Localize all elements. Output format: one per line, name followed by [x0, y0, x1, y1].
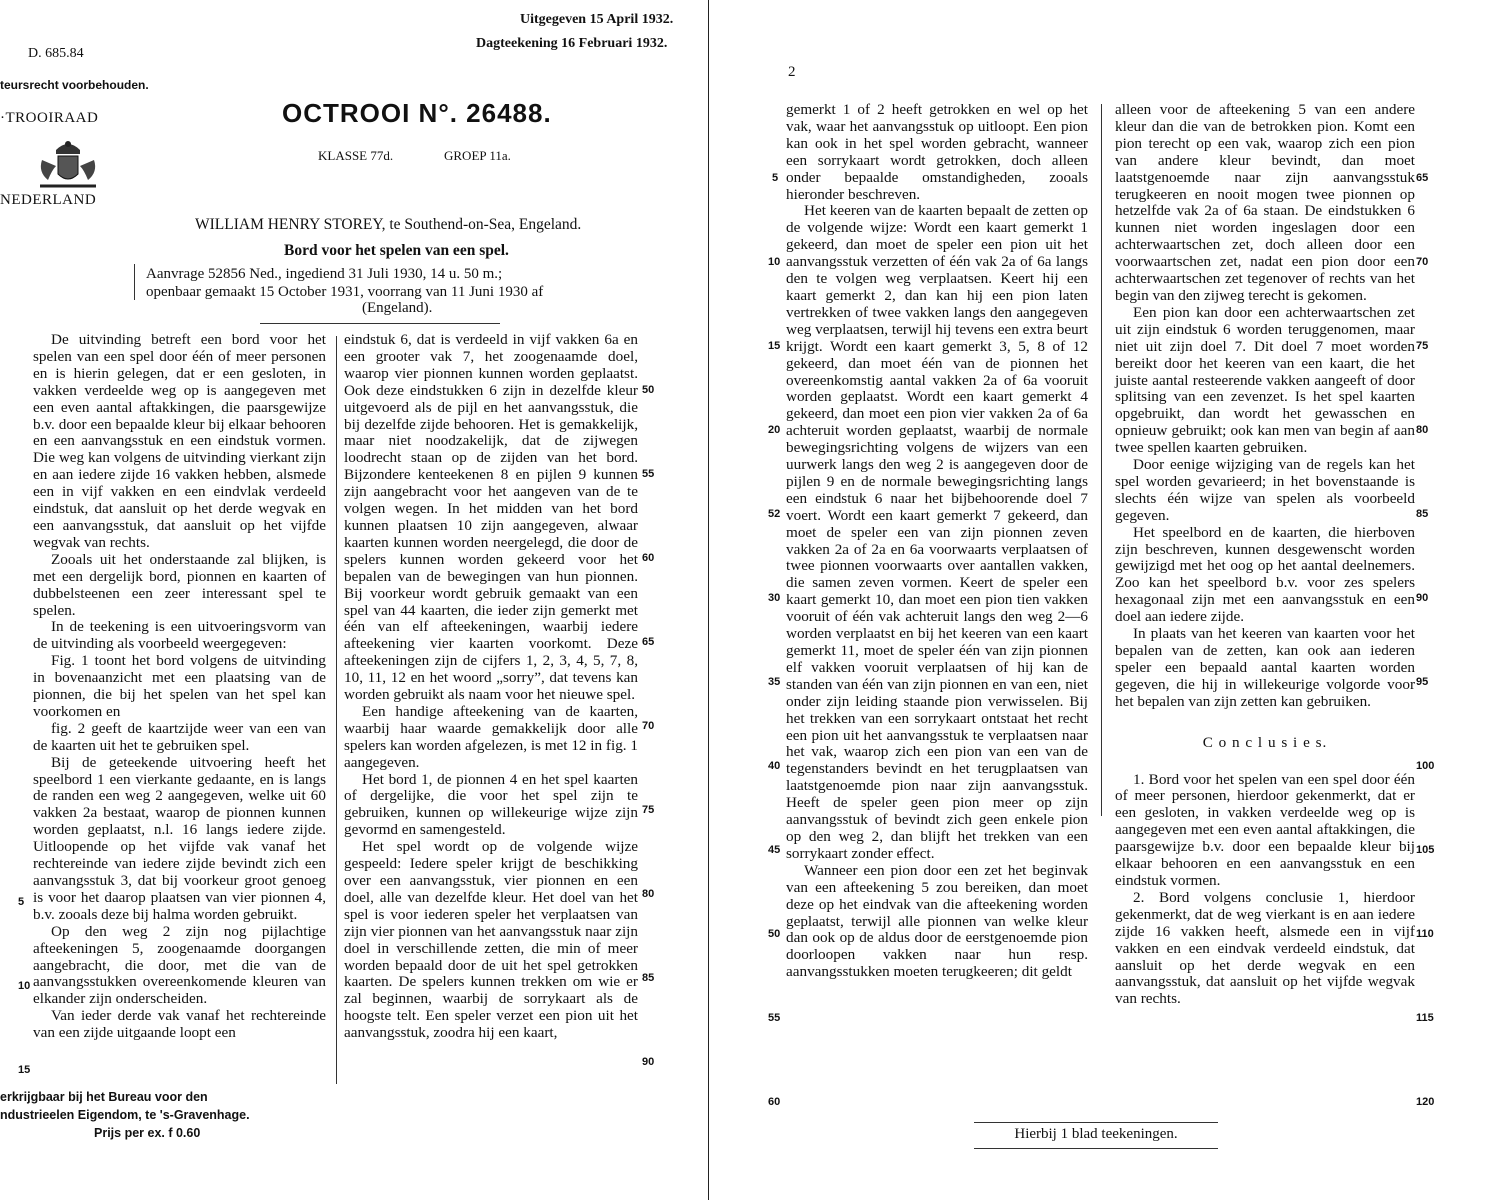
line-number: 75 — [642, 804, 655, 816]
groep: GROEP 11a. — [444, 148, 511, 163]
line-number: 80 — [1416, 424, 1429, 436]
application-line-3: (Engeland). — [362, 300, 433, 316]
line-number: 35 — [768, 676, 781, 688]
right-page — [712, 0, 1492, 1200]
line-number: 10 — [18, 980, 31, 992]
line-number: 10 — [768, 256, 781, 268]
conclusion-item: 1. Bord voor het spelen van een spel door één of meer personen, hierdoor gekenmerkt, dat er een gesloten, in vakken verdeelde weg op is aangegeven met een even aantal aftakkingen, die paarsgewijze b.v. door een bepaalde kleur bij elkaar behooren en een aanvangsstuk en een eindstuk vormen. — [1115, 770, 1415, 889]
line-number: 65 — [1416, 172, 1429, 184]
paragraph: In de teekening is een uitvoeringsvorm van de uitvinding als voorbeeld weergegeven: — [33, 618, 326, 653]
left-column-2 — [344, 332, 638, 1042]
paragraph: Fig. 1 toont het bord volgens de uitvinding in bovenaanzicht met een plaatsing van de pionnen, die bij het spelen van het spel kan voorkomen en — [33, 652, 326, 720]
paragraph: alleen voor de afteekening 5 van een andere kleur dan die van de betrokken pion. Komt een pion terecht op een vak, waarop zich een pion van andere kleur bevindt, dan moet laatstgenoemde naar zijn aanvangsstuk terugkeeren en nooit mogen twee pionnen op hetzelfde vak 2a of 6a staan. De eindstukken 6 kunnen niet worden ingeslagen door een achterwaartschen zet, doch alleen door een voorwaartschen zet, nadat een pion door een achterwaartschen zet tegenover of rechts van het begin van den zijweg terecht is gekomen. — [1115, 101, 1415, 304]
paragraph: Het keeren van de kaarten bepaalt de zetten op de volgende wijze: Wordt een kaart gemerkt 1 gekeerd, dan moet de speler een pion uit het aanvangsstuk verzetten of één vak 2a of 6a langs den te volgen weg verplaatsen. Keert hij een kaart gemerkt 2, dan kan hij een pion laten vertrekken of twee vakken langs den aangegeven weg verplaatsen, terwijl hij tevens een extra beurt krijgt. Wordt een kaart gemerkt 3, 5, 8 of 12 gekeerd, dan moet één van de pionnen het overeenkomstig aantal vakken 2a of 6a vooruit worden geplaatst. Wordt een kaart gemerkt 4 gekeerd, dan moet een pion vier vakken 2a of 6a achteruit worden geplaatst, waarbij de normale bewegingsrichting volgens de wijzers van een uurwerk langs den weg 2 is aangegeven door de pijlen 9 en de normale bewegingsrichting langs een eindstuk 6 naar het bijbehoorende doel 7 voert. Wordt een kaart gemerkt 7 gekeerd, dan moet de speler een van zijn pionnen zeven vakken 2a of 2a en 6a voorwaarts verplaatsen of twee pionnen voorwaarts over aantallen vakken, die samen zeven vormen. Keert de speler een kaart gemerkt 10, dan moet een pion tien vakken vooruit of één vak achteruit langs den weg 2—6 worden verplaatst en bij het keeren van een kaart gemerkt 11, moet de speler één van zijn pionnen elf vakken vooruit verplaatsen of hij kan de standen van één van zijn pionnen en van een, niet onder zijn leiding staande pion verwisselen. Bij het trekken van een sorrykaart ontstaat het recht een pion uit het aanvangsstuk te verplaatsen naar het vak, waarop zich een pion van een van de tegenstanders bevindt en het terugplaatsen van laatstgenoemde pion naar zijn aanvangsstuk. Heeft de speler geen pion meer op zijn aanvangsstuk of bevindt zich geen enkele pion op den weg 2, dan blijft het trekken van een sorrykaart zonder effect. — [786, 202, 1088, 862]
paragraph: Van ieder derde vak vanaf het rechtereinde van een zijde uitgaande loopt een — [33, 1007, 326, 1042]
footer-rule-top — [974, 1122, 1218, 1123]
right-column-2 — [1115, 102, 1415, 1008]
line-number: 105 — [1416, 844, 1435, 856]
drawings-note: Hierbij 1 blad teekeningen. — [1014, 1126, 1178, 1142]
line-number: 100 — [1416, 760, 1435, 772]
line-number: 80 — [642, 888, 655, 900]
conclusions-heading: C o n c l u s i e s. — [1202, 733, 1328, 751]
org-name-line2: NEDERLAND — [0, 192, 97, 208]
line-number: 65 — [642, 636, 655, 648]
paragraph: Het spel wordt op de volgende wijze gespeeld: Iedere speler krijgt de beschikking over een aanvangsstuk, vier pionnen en een doel, alle van dezelfde kleur. Het doel van het spel is voor iederen speler het verplaatsen van zijn vier pionnen van het aanvangsstuk naar zijn doel in verschillende zetten, die min of meer worden bepaald door de uit het spel getrokken kaarten. De spelers kunnen trekken om wie er zal beginnen, waarbij de sorrykaart als de hoogste telt. Een speler verzet een pion uit het aanvangsstuk, zoodra hij een kaart, — [344, 838, 638, 1042]
paragraph: eindstuk 6, dat is verdeeld in vijf vakken 6a en een grooter vak 7, het zoogenaamde doel, waarop vier pionnen kunnen worden geplaatst. Ook deze eindstukken 6 zijn in dezelfde kleur uitgevoerd als de pijl en het aanvangsstuk, die bij dezelfde zijde behooren. Het is gemakkelijk, maar niet noodzakelijk, dat de zijwegen loodrecht staan op de zijden van het bord. Bijzondere kenteekenen 8 en pijlen 9 kunnen zijn aangebracht voor het aangeven van de te volgen wegen. In het midden van het bord kunnen plaatsen 10 zijn aangegeven, alwaar kaarten kunnen worden neergelegd, die door de spelers kunnen worden gekeerd voor het bepalen van de bewegingen van hun pionnen. Bij voorkeur wordt gebruik gemaakt van een spel van 44 kaarten, die ieder zijn gemerkt met één van elf afteekeningen, waarbij iedere afteekening vier kaarten voorkomt. Deze afteekeningen zijn de cijfers 1, 2, 3, 4, 5, 7, 8, 10, 11, 12 en het woord „sorry”, dat tevens kan worden gebruikt als naam voor het nieuwe spel. — [344, 331, 638, 704]
footer-rule-bottom — [974, 1148, 1218, 1149]
application-line-2: openbaar gemaakt 15 October 1931, voorrang van 11 Juni 1930 af — [146, 284, 544, 300]
paragraph: Door eenige wijziging van de regels kan het spel worden gevarieerd; in het bovenstaande is slechts één wijze van spelen als voorbeeld gegeven. — [1115, 456, 1415, 524]
paragraph: Het speelbord en de kaarten, die hierboven zijn beschreven, kunnen desgewenscht worden gewijzigd met het oog op het aantal deelnemers. Zoo kan het speelbord b.v. voor zes spelers hexagonaal zijn met een aanvangsstuk en een doel aan iedere zijde. — [1115, 523, 1415, 626]
line-number: 90 — [1416, 592, 1429, 604]
paragraph: De uitvinding betreft een bord voor het spelen van een spel door één of meer personen en is hierin gelegen, dat er een gesloten, in vakken verdeelde weg op is aangegeven met een even aantal aftakkingen, die paarsgewijze b.v. door een bepaalde kleur bij elkaar behooren en een aanvangsstuk en een eindstuk vormen. Die weg kan volgens de uitvinding vierkant zijn en aan iedere zijde 16 vakken hebben, alsmede een in vijf vakken en een eindvlak verdeeld eindstuk, dat aansluit op het derde wegvak en een aanvangsstuk, dat aansluit op het vijfde wegvak van rechts. — [33, 331, 326, 551]
paragraph: fig. 2 geeft de kaartzijde weer van een van de kaarten uit het te gebruiken spel. — [33, 719, 326, 754]
paragraph: Een pion kan door een achterwaartschen zet uit zijn eindstuk 6 worden teruggenomen, maar niet uit zijn doel 7. Dit doel 7 moet worden bereikt door het keeren van een kaart, die het juiste aantal resteerende vakken aangeeft of door splitsing van een zevenzet. Is het spel kaarten opgebruikt, dan wordt het gewasschen en opnieuw gebruikt; ook kan men van begin af aan twee spellen kaarten gebruiken. — [1115, 303, 1415, 457]
paragraph: Bij de geteekende uitvoering heeft het speelbord 1 een vierkante gedaante, en is langs de randen een weg 2 aangegeven, welke uit 60 vakken 2a bestaat, waarop de pionnen kunnen worden geplaatst, n.l. 16 langs iedere zijde. Uitloopende op het vijfde vak vanaf het rechtereinde van iedere zijde bevindt zich een aanvangsstuk 3, dat bij voorkeur groot genoeg is voor het daarop plaatsen van vier pionnen 4, b.v. zooals deze bij halma worden gebruikt. — [33, 753, 326, 923]
subject-title: Bord voor het spelen van een spel. — [284, 242, 509, 259]
line-number: 40 — [768, 760, 781, 772]
coat-of-arms-emblem — [34, 136, 102, 192]
line-number: 45 — [768, 844, 781, 856]
line-number: 110 — [1416, 928, 1434, 940]
line-number: 75 — [1416, 340, 1429, 352]
paragraph: Het bord 1, de pionnen 4 en het spel kaarten of dergelijke, die voor het spel zijn te gebruiken, kunnen op willekeurige wijze zijn gevormd en samengesteld. — [344, 770, 638, 839]
line-number: 15 — [768, 340, 781, 352]
line-number: 120 — [1416, 1096, 1435, 1108]
line-number: 50 — [768, 928, 781, 940]
doc-code: D. 685.84 — [28, 46, 84, 61]
left-column-1 — [33, 332, 326, 1042]
line-number: 95 — [1416, 676, 1429, 688]
line-number: 20 — [768, 424, 781, 436]
page-number: 2 — [788, 64, 796, 80]
bracket-rule — [134, 264, 135, 300]
header-divider — [260, 323, 500, 324]
line-number: 5 — [18, 896, 25, 908]
paragraph: gemerkt 1 of 2 heeft getrokken en wel op het vak, waar het aanvangsstuk op uitloopt. Een pion kan ook in het spel worden gebracht, wanneer een sorrykaart wordt getrokken, doch alleen onder bepaalde omstandigheden, zooals hieronder beschreven. — [786, 101, 1088, 203]
left-page — [0, 0, 708, 1200]
applicant: WILLIAM HENRY STOREY, te Southend-on-Sea, Engeland. — [195, 216, 582, 233]
line-number: 52 — [768, 508, 781, 520]
application-line-1: Aanvrage 52856 Ned., ingediend 31 Juli 1930, 14 u. 50 m.; — [146, 266, 503, 282]
line-number: 15 — [18, 1064, 31, 1076]
rights-notice: teursrecht voorbehouden. — [0, 78, 149, 92]
paragraph: Wanneer een pion door een zet het beginvak van een afteekening 5 zou bereiken, dan moet deze op het eindvak van die afteekening worden geplaatst, terwijl alle pionnen van welke kleur dan ook op de aldus door de eerstgenoemde pion doorloopen vakken naar hun resp. aanvangsstukken moeten terugkeeren; dit geldt — [786, 861, 1088, 981]
price: Prijs per ex. f 0.60 — [94, 1126, 201, 1140]
paragraph: In plaats van het keeren van kaarten voor het bepalen van de zetten, kan ook aan iederen speler een bepaald aantal kaarten worden gegeven, die hij in willekeurige volgorde voor het bepalen van zijn zetten kan gebruiken. — [1115, 625, 1415, 710]
line-number: 5 — [772, 172, 779, 184]
column-divider — [1101, 104, 1102, 816]
line-number: 70 — [1416, 256, 1429, 268]
footer-line-1: erkrijgbaar bij het Bureau voor den — [0, 1090, 208, 1104]
line-number: 115 — [1416, 1012, 1434, 1024]
paragraph: Zooals uit het onderstaande zal blijken, is met een dergelijk bord, pionnen en kaarten of dubbelsteenen een zeer interessant spel te spelen. — [33, 550, 326, 619]
filing-date: Dagteekening 16 Februari 1932. — [476, 36, 668, 51]
line-number: 55 — [768, 1012, 781, 1024]
line-number: 70 — [642, 720, 655, 732]
line-number: 60 — [642, 552, 655, 564]
klasse: KLASSE 77d. — [318, 148, 394, 163]
line-number: 50 — [642, 384, 655, 396]
right-column-1 — [786, 102, 1088, 981]
conclusion-item: 2. Bord volgens conclusie 1, hierdoor gekenmerkt, dat de weg vierkant is en aan iedere zijde 16 vakken heeft, alsmede een in vijf vakken en een eindvak verdeeld eindstuk, dat aansluit op het derde wegvak en een aanvangsstuk, dat aansluit op het vijfde wegvak van rechts. — [1115, 888, 1415, 1008]
paragraph: Op den weg 2 zijn nog pijlachtige afteekeningen 5, zoogenaamde doorgangen aangebracht, die door, met die van de aanvangsstukken overeenkomende kleuren van elkander zijn onderscheiden. — [33, 922, 326, 1008]
line-number: 85 — [1416, 508, 1429, 520]
line-number: 55 — [642, 468, 655, 480]
footer-line-2: ndustrieelen Eigendom, te 's-Gravenhage. — [0, 1108, 250, 1122]
line-number: 60 — [768, 1096, 781, 1108]
org-name-line1: ·TROOIRAAD — [0, 110, 99, 126]
column-divider — [336, 336, 337, 1084]
line-number: 90 — [642, 1056, 655, 1068]
patent-title: OCTROOI N°. 26488. — [282, 98, 552, 128]
paragraph: Een handige afteekening van de kaarten, waarbij haar waarde gemakkelijk door alle spelers kan worden afgelezen, is met 12 in fig. 1 aangegeven. — [344, 702, 638, 771]
line-number: 85 — [642, 972, 655, 984]
published-date: Uitgegeven 15 April 1932. — [520, 12, 674, 27]
line-number: 30 — [768, 592, 781, 604]
